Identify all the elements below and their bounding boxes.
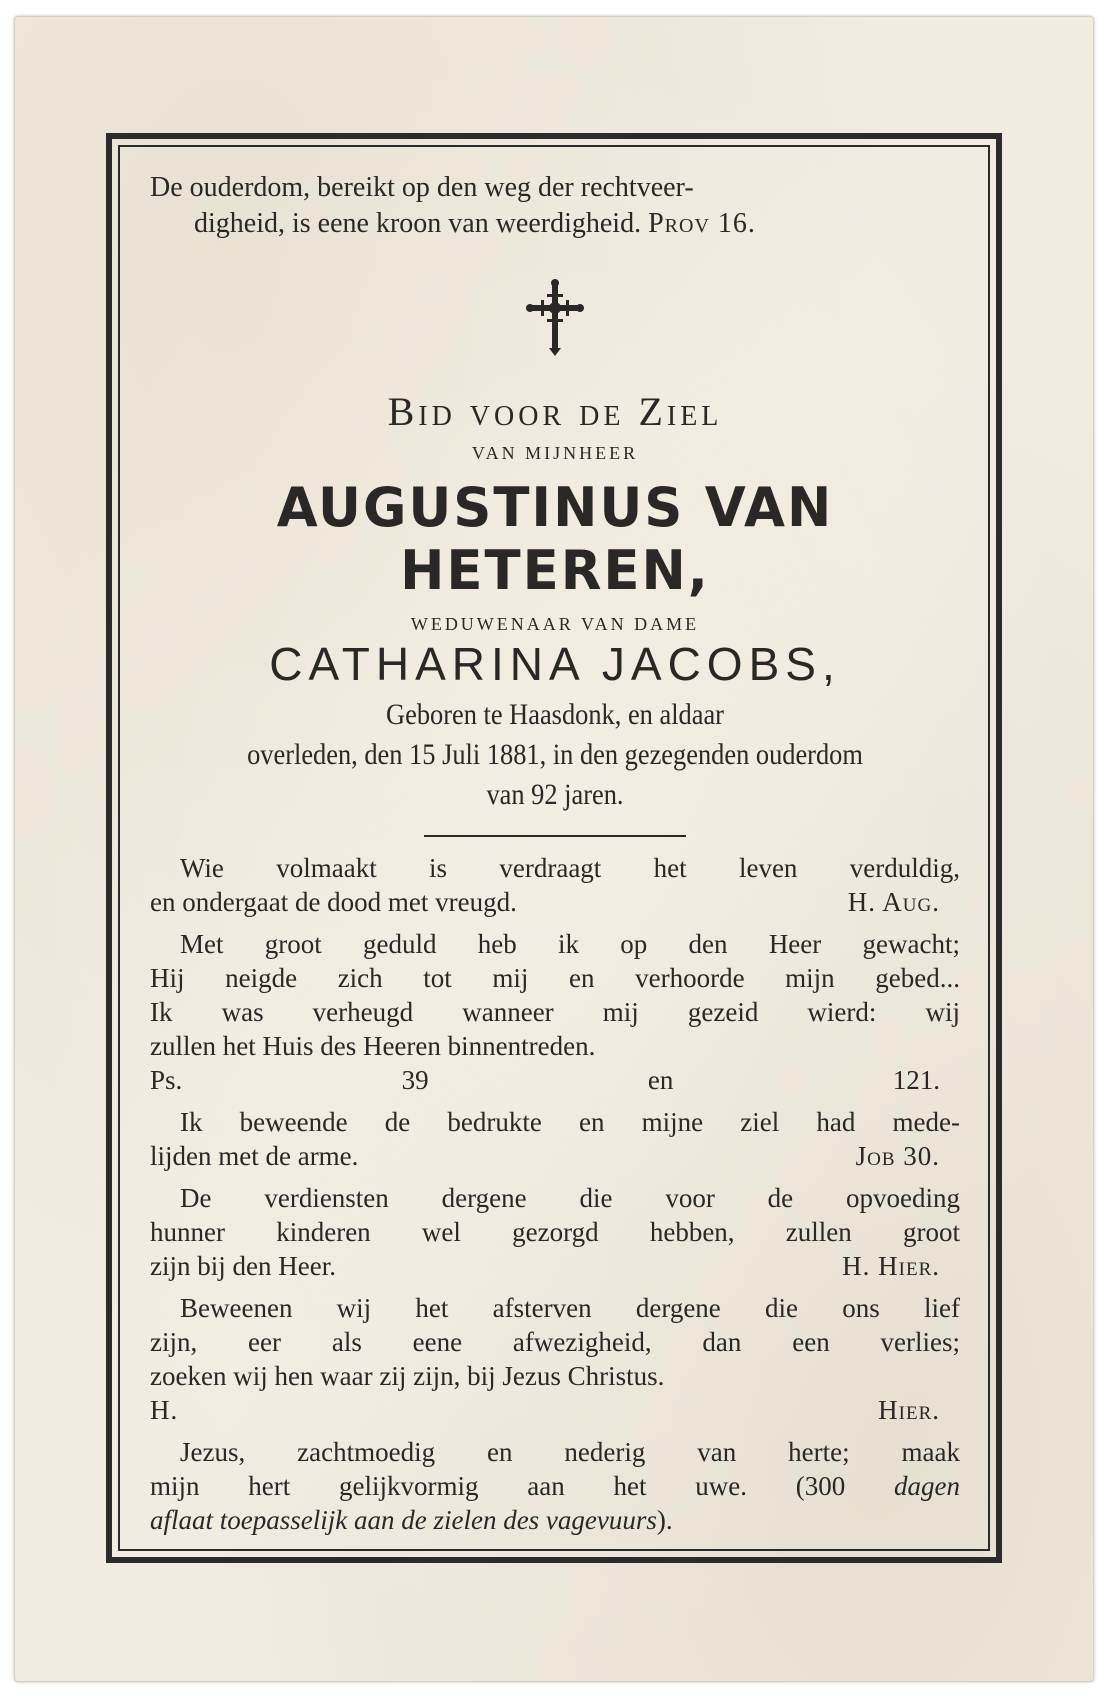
verse-line: en ondergaat de dood met vreugd. <box>150 887 517 917</box>
verse-line: zoeken wij hen waar zij zijn, bij Jezus Christus. <box>150 1361 665 1391</box>
birth-line-1: Geboren te Haasdonk, en aldaar <box>386 698 724 731</box>
verse-reference: H. Hier. <box>842 1251 940 1281</box>
verse-line: Ik beweende de bedrukte en mijne ziel had mede- <box>180 1107 960 1137</box>
epigraph-reference: Prov 16. <box>648 208 756 239</box>
verse-line: Met groot geduld heb ik op den Heer gewacht; <box>180 929 960 959</box>
epigraph-line-2: digheid, is eene kroon van weerdigheid. <box>194 208 642 239</box>
verse-line: zijn bij den Heer. <box>150 1251 336 1281</box>
verse-line: Hij neigde zich tot mij en verhoorde mijn gebed... <box>150 963 960 993</box>
verse-reference: Job 30. <box>855 1141 940 1171</box>
cross-ornament <box>150 278 960 358</box>
verse-reference: Ps. 39 en 121. <box>150 1065 940 1095</box>
verse-line: Beweenen wij het afsterven dergene die ons lief <box>180 1293 960 1323</box>
closing-punctuation: ). <box>656 1505 673 1535</box>
verse-2 <box>150 927 960 1097</box>
cross-icon <box>525 278 585 358</box>
widower-label: WEDUWENAAR VAN DAME <box>410 614 700 634</box>
spouse-name: CATHARINA JACOBS, <box>269 638 841 690</box>
birth-line-2: overleden, den 15 Juli 1881, in den gezegenden ouderdom <box>247 738 863 771</box>
verse-line: Wie volmaakt is verdraagt het leven verduldig, <box>180 853 960 883</box>
indulgence-text: aflaat toepasselijk aan de zielen des vagevuurs <box>150 1505 657 1535</box>
verse-line: zijn, eer als eene afwezigheid, dan een verlies; <box>150 1327 960 1357</box>
birth-death-info <box>199 695 912 815</box>
verse-line: Ik was verheugd wanneer mij gezeid wierd: wij <box>150 997 960 1027</box>
indulgence-text: dagen <box>894 1471 961 1501</box>
verse-line <box>150 1469 960 1503</box>
verse-line: De verdiensten dergene die voor de opvoeding <box>180 1183 960 1213</box>
divider-rule <box>424 835 686 837</box>
verse-reference: H. Aug. <box>847 887 940 917</box>
verse-line: hunner kinderen wel gezorgd hebben, zullen groot <box>150 1217 960 1247</box>
verse-4 <box>150 1181 960 1283</box>
epigraph <box>150 170 960 242</box>
verse-1 <box>150 851 960 919</box>
verse-line: zullen het Huis des Heeren binnentreden. <box>150 1031 596 1061</box>
verse-reference: H. Hier. <box>150 1395 940 1425</box>
verse-line: lijden met de arme. <box>150 1141 359 1171</box>
card-content <box>150 170 960 1537</box>
verse-line: Jezus, zachtmoedig en nederig van herte; maak <box>180 1437 960 1467</box>
van-mijnheer-label: VAN MIJNHEER <box>471 443 639 463</box>
verse-3 <box>150 1105 960 1173</box>
verse-line-text: mijn hert gelijkvormig aan het uwe. (300 <box>150 1471 846 1501</box>
prayer-heading: Bid voor de Ziel <box>387 389 723 434</box>
deceased-name: AUGUSTINUS VAN HETEREN, <box>276 476 834 602</box>
birth-line-3: van 92 jaren. <box>486 778 624 811</box>
verse-6 <box>150 1435 960 1537</box>
verse-5 <box>150 1291 960 1427</box>
verse-line <box>150 1503 960 1537</box>
epigraph-line-1: De ouderdom, bereikt op den weg der rechtveer- <box>150 172 694 203</box>
